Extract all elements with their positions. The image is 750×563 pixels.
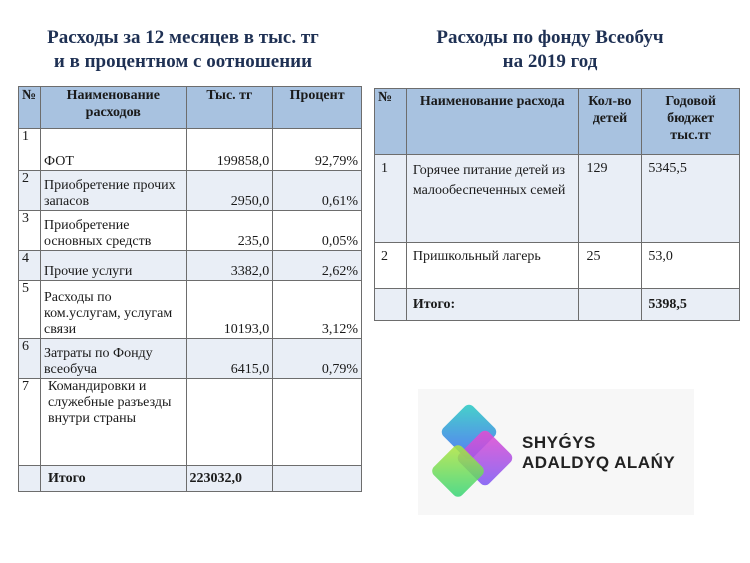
row-name: Пришкольный лагерь [406,243,578,289]
logo-wordmark [522,433,675,473]
row-number: 4 [19,251,41,281]
total-amount: 223032,0 [186,466,273,492]
header-number: № [375,89,407,155]
table-row [19,171,362,211]
table-row [19,281,362,339]
total-label: Итого [40,466,186,492]
total-empty-cell [19,466,41,492]
row-amount: 10193,0 [186,281,273,339]
right-title [380,26,720,74]
table-row [19,211,362,251]
row-number: 1 [375,155,407,243]
left-title-line-2: и в процентном с оотношении [53,51,313,72]
row-amount: 6415,0 [186,339,273,379]
row-name: ФОТ [40,129,186,171]
header-budget: Годовой бюджет тыс.тг [642,89,740,155]
row-name: Затраты по Фонду всеобуча [40,339,186,379]
row-number: 6 [19,339,41,379]
table-row [375,243,740,289]
row-number: 7 [19,379,41,466]
logo-panel [418,389,694,515]
row-amount: 199858,0 [186,129,273,171]
row-percent: 0,61% [273,171,362,211]
row-number: 2 [375,243,407,289]
row-children: 25 [578,243,642,289]
row-amount: 235,0 [186,211,273,251]
row-number: 1 [19,129,41,171]
logo-line-1: SHYǴYS [522,433,596,452]
row-percent: 0,79% [273,339,362,379]
row-percent: 3,12% [273,281,362,339]
row-amount: 3382,0 [186,251,273,281]
header-name: Наименование расходов [40,87,186,129]
logo-line-2: ADALDYQ ALAŃY [522,453,676,472]
logo-mark-icon [430,397,520,507]
row-number: 3 [19,211,41,251]
left-title-line-1: Расходы за 12 месяцев в тыс. тг [47,27,319,48]
row-amount: 2950,0 [186,171,273,211]
table-row [19,251,362,281]
table-header-row [19,87,362,129]
table-header-row [375,89,740,155]
row-name: Приобретение основных средств [40,211,186,251]
row-children: 129 [578,155,642,243]
left-title [18,26,348,74]
vseobuch-table [374,88,740,321]
row-name: Прочие услуги [40,251,186,281]
total-label: Итого: [406,289,578,321]
row-percent: 0,05% [273,211,362,251]
row-percent: 92,79% [273,129,362,171]
row-name: Горячее питание детей из малообеспеченных семей [406,155,578,243]
total-empty-cell [375,289,407,321]
header-number: № [19,87,41,129]
header-name: Наименование расхода [406,89,578,155]
expenses-table [18,86,362,492]
total-empty-percent [273,466,362,492]
table-total-row [19,466,362,492]
header-children: Кол-во детей [578,89,642,155]
row-name: Расходы по ком.услугам, услугам связи [40,281,186,339]
row-name: Приобретение прочих запасов [40,171,186,211]
row-budget: 5345,5 [642,155,740,243]
row-amount [186,379,273,466]
row-percent: 2,62% [273,251,362,281]
row-budget: 53,0 [642,243,740,289]
table-row [19,379,362,466]
row-number: 5 [19,281,41,339]
right-title-line-2: на 2019 год [502,51,598,72]
row-name: Командировки и служебные разъезды внутри страны [40,379,186,466]
total-empty-children [578,289,642,321]
row-percent [273,379,362,466]
right-title-line-1: Расходы по фонду Всеобуч [436,27,664,48]
header-amount: Тыс. тг [186,87,273,129]
table-row [19,339,362,379]
total-budget: 5398,5 [642,289,740,321]
table-total-row [375,289,740,321]
header-percent: Процент [273,87,362,129]
row-number: 2 [19,171,41,211]
table-row [19,129,362,171]
table-row [375,155,740,243]
